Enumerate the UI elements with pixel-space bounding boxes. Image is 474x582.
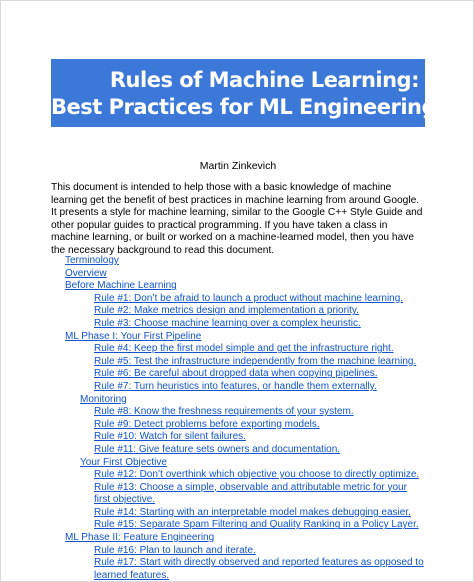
author-name: Martin Zinkevich (199, 160, 277, 172)
toc-link[interactable]: Before Machine Learning (65, 280, 177, 292)
toc-link[interactable]: Rule #15: Separate Spam Filtering and Quality Ranking in a Policy Layer. (94, 519, 419, 531)
toc-entry (1, 343, 474, 356)
title-line-1: Rules of Machine Learning: (109, 68, 419, 92)
toc-link[interactable]: Rule #12: Don’t overthink which objective you choose to directly optimize. (94, 469, 420, 481)
toc-link[interactable]: Rule #6: Be careful about dropped data when copying pipelines. (94, 368, 378, 380)
toc-link[interactable]: Rule #8: Know the freshness requirements of your system. (94, 406, 354, 418)
intro-paragraph: This document is intended to help those with a basic knowledge of machine learning get the benefit of best practices in machine learning from around Google. It presents a style for machine learning, similar to the Google C++ Style Guide and other popular guides to practical programming. If you have taken a class in machine learning, or built or worked on a machine-learned model, then you have the necessary background to read this document. (51, 182, 423, 256)
toc-entry (1, 519, 474, 532)
toc-link[interactable]: Overview (65, 267, 107, 279)
toc-entry (1, 394, 474, 407)
toc-entry (1, 406, 474, 419)
toc-link[interactable]: ML Phase II: Feature Engineering (65, 532, 215, 544)
toc-link[interactable]: Terminology (65, 255, 119, 266)
toc-link[interactable]: Rule #17: Start with directly observed and reported features as opposed to learned features. (94, 557, 424, 581)
toc-entry (1, 419, 474, 432)
toc-entry (1, 331, 474, 344)
toc-link[interactable]: ML Phase I: Your First Pipeline (65, 330, 202, 342)
toc-link[interactable]: Monitoring (80, 393, 127, 405)
toc-link[interactable]: Rule #13: Choose a simple, observable and attributable metric for your first objective. (94, 481, 407, 506)
table-of-contents (1, 255, 474, 582)
toc-entry (1, 545, 474, 558)
toc-entry (1, 532, 474, 545)
toc-entry (1, 318, 474, 331)
toc-entry (1, 507, 474, 520)
toc-entry (1, 444, 474, 457)
toc-entry (1, 280, 474, 293)
toc-link[interactable]: Rule #1: Don’t be afraid to launch a product without machine learning. (94, 292, 404, 304)
toc-link[interactable]: Rule #10: Watch for silent failures. (94, 431, 246, 443)
toc-entry (1, 268, 474, 281)
title-line-2: Best Practices for ML Engineering (51, 95, 437, 119)
toc-entry (1, 381, 474, 394)
toc-link[interactable]: Your First Objective (80, 456, 167, 468)
toc-link[interactable]: Rule #5: Test the infrastructure independently from the machine learning. (94, 355, 417, 367)
toc-entry (1, 305, 474, 318)
title-banner (51, 59, 437, 127)
toc-entry (1, 368, 474, 381)
toc-link[interactable]: Rule #14: Starting with an interpretable model makes debugging easier. (94, 506, 411, 518)
toc-link[interactable]: Rule #3: Choose machine learning over a complex heuristic. (94, 317, 361, 329)
toc-link[interactable]: Rule #4: Keep the first model simple and get the infrastructure right. (94, 343, 394, 355)
toc-link[interactable]: Rule #16: Plan to launch and iterate. (94, 544, 256, 556)
toc-entry (1, 469, 474, 482)
toc-entry (1, 557, 474, 582)
toc-entry (1, 356, 474, 369)
toc-entry (1, 482, 474, 507)
toc-link[interactable]: Rule #11: Give feature sets owners and documentation. (94, 443, 341, 455)
toc-entry (1, 293, 474, 306)
toc-link[interactable]: Rule #9: Detect problems before exporting models. (94, 418, 320, 430)
toc-entry (1, 255, 474, 268)
toc-link[interactable]: Rule #2: Make metrics design and implementation a priority. (94, 305, 359, 317)
toc-entry (1, 457, 474, 470)
toc-link[interactable]: Rule #7: Turn heuristics into features, or handle them externally. (94, 380, 377, 392)
toc-entry (1, 431, 474, 444)
